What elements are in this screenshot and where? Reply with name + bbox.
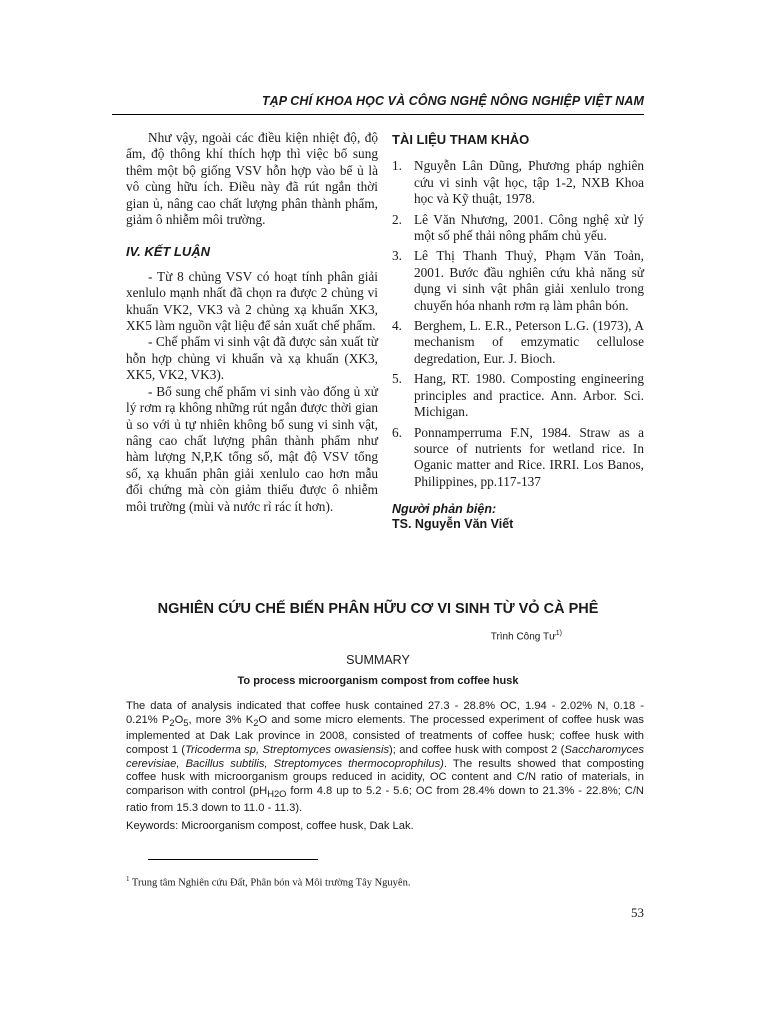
reference-item [392,212,644,245]
journal-header: TẠP CHÍ KHOA HỌC VÀ CÔNG NGHỆ NÔNG NGHIỆP VIỆT NAM [261,94,644,108]
conclusion-heading: IV. KẾT LUẬN [126,244,211,260]
conclusion-point-3: - Bổ sung chế phẩm vi sinh vào đống ủ xử lý rơm rạ không những rút ngắn được thời gian ủ so với ủ tự nhiên không bổ sung vi sinh vật, nâng cao chất lượng phân thành phẩm như hàm lượng N,P,K tổng số, mật độ VSV tổng số, xạ khuẩn phân giải xenlulo cao hơn mẫu đối chứng mà còn giảm thiểu được ô nhiễm môi trường (mùi và nước rỉ rác ít hơn). [126,383,378,514]
subscript: 5 [183,717,189,728]
reference-number: 1. [392,158,402,174]
reference-text: Lê Văn Nhương, 2001. Công nghệ xử lý một số phế thải nông phẩm chủ yếu. [414,211,644,244]
page-number: 53 [631,905,644,920]
abstract-text: The data of analysis indicated that coffee husk contained 27.3 - 28.8% OC, 1.94 - 2.02% N, 0.18 - 0.21% P [126,700,644,726]
references-title: TÀI LIỆU THAM KHẢO [392,132,530,147]
reference-number: 4. [392,318,402,334]
subscript: H2O [267,789,287,800]
reference-number: 6. [392,424,402,440]
summary-subtitle: To process microorganism compost from coffee husk [237,675,519,687]
reference-item [392,318,644,367]
author-footnote-mark: 1) [555,630,562,637]
reference-item [392,248,644,314]
abstract-text: O [174,713,184,726]
reference-text: Hang, RT. 1980. Composting engineering principles and practice. Ann. Arbor. Sci. Michigan. [414,371,644,420]
footnote [126,875,644,889]
keywords: Keywords: Microorganism compost, coffee husk, Dak Lak. [126,820,414,832]
left-column [126,130,378,515]
article-title: NGHIÊN CỨU CHẾ BIẾN PHÂN HỮU CƠ VI SINH TỪ VỎ CÀ PHÊ [157,601,599,617]
header-rule [112,114,644,115]
reference-item [392,425,644,491]
abstract-paragraph [126,700,644,815]
abstract-text: . The results showed that composting coffee husk with microorganism groups reduced in acidity, OC content and C/N ratio of materials, in comparison with control (pH [126,757,644,797]
intro-paragraph: Như vậy, ngoài các điều kiện nhiệt độ, độ ẩm, độ thông khí thích hợp thì việc bổ sung thêm một bộ giống VSV hỗn hợp vào bể ủ là vô cùng hữu ích. Điều này đã rút ngắn thời gian ủ, nâng cao chất lượng phân thành phẩm, giảm ô nhiễm môi trường. [126,130,378,228]
reference-number: 3. [392,248,402,264]
species-names-1: Tricoderma sp, Streptomyces owasiensis [185,744,390,757]
abstract-text: O and some micro elements. The processed experiment of coffee husk was implemented at Dak Lak province in 2008, consisted of treatments of coffee husk; coffee husk with compost 1 ( [126,713,644,757]
reference-number: 5. [392,371,402,387]
reviewer-label: Người phản biện: [392,502,497,517]
conclusion-point-2: - Chế phẩm vi sinh vật đã được sản xuất từ hỗn hợp chủng vi khuẩn và xạ khuẩn (XK3, XK5, VK2, VK3). [126,334,378,383]
right-column [392,130,644,532]
reference-item [392,158,644,207]
footnote-mark: 1 [126,875,130,883]
reference-text: Nguyễn Lân Dũng, Phương pháp nghiên cứu vi sinh vật học, tập 1-2, NXB Khoa học và Kỹ thuật, 1978. [414,158,644,207]
abstract-text: form 4.8 up to 5.2 - 5.6; OC from 28.4% down to 21.3% - 22.8%; C/N ratio from 15.3 down to 11.0 - 11.3). [126,784,645,814]
footnote-rule [148,859,318,860]
reference-text: Berghem, L. E.R., Peterson L.G. (1973), A mechanism of emzymatic cellulose degredation, Eur. J. Bioch. [414,318,644,366]
abstract-text: ); and coffee husk with compost 2 ( [389,744,565,757]
subscript: 2 [253,717,259,728]
abstract-text: , more 3% K [188,713,254,726]
summary-heading: SUMMARY [346,653,410,667]
article-author [112,630,562,642]
reference-item [392,371,644,420]
reviewer-name: TS. Nguyễn Văn Viết [392,517,514,532]
subscript: 2 [169,717,175,728]
author-name: Trình Công Tư [490,631,556,643]
conclusion-point-1: - Từ 8 chủng VSV có hoạt tính phân giải xenlulo mạnh nhất đã chọn ra được 2 chủng vi khuẩn VK2, VK3 và 2 chủng xạ khuẩn XK3, XK5 làm nguồn vật liệu để sản xuất chế phẩm. [126,268,378,334]
reference-text: Ponnamperruma F.N, 1984. Straw as a source of nutrients for wetland rice. In Oganic matter and Rice. IRRI. Los Banos, Philippines, pp.117-137 [414,424,644,489]
reference-number: 2. [392,211,402,227]
reviewer-block [392,502,644,532]
references-list [392,158,644,490]
reference-text: Lê Thị Thanh Thuỷ, Phạm Văn Toản, 2001. Bước đầu nghiên cứu khả năng sử dụng vi sinh vật phân giải xenlulo trong chuyển hóa nhanh rơm rạ làm phân bón. [414,248,644,313]
footnote-text: Trung tâm Nghiên cứu Đất, Phân bón và Môi trường Tây Nguyên. [129,877,411,889]
species-names-2: Saccharomyces cerevisiae, Bacillus subtilis, Streptomyces thermocoprophilus) [126,744,644,770]
